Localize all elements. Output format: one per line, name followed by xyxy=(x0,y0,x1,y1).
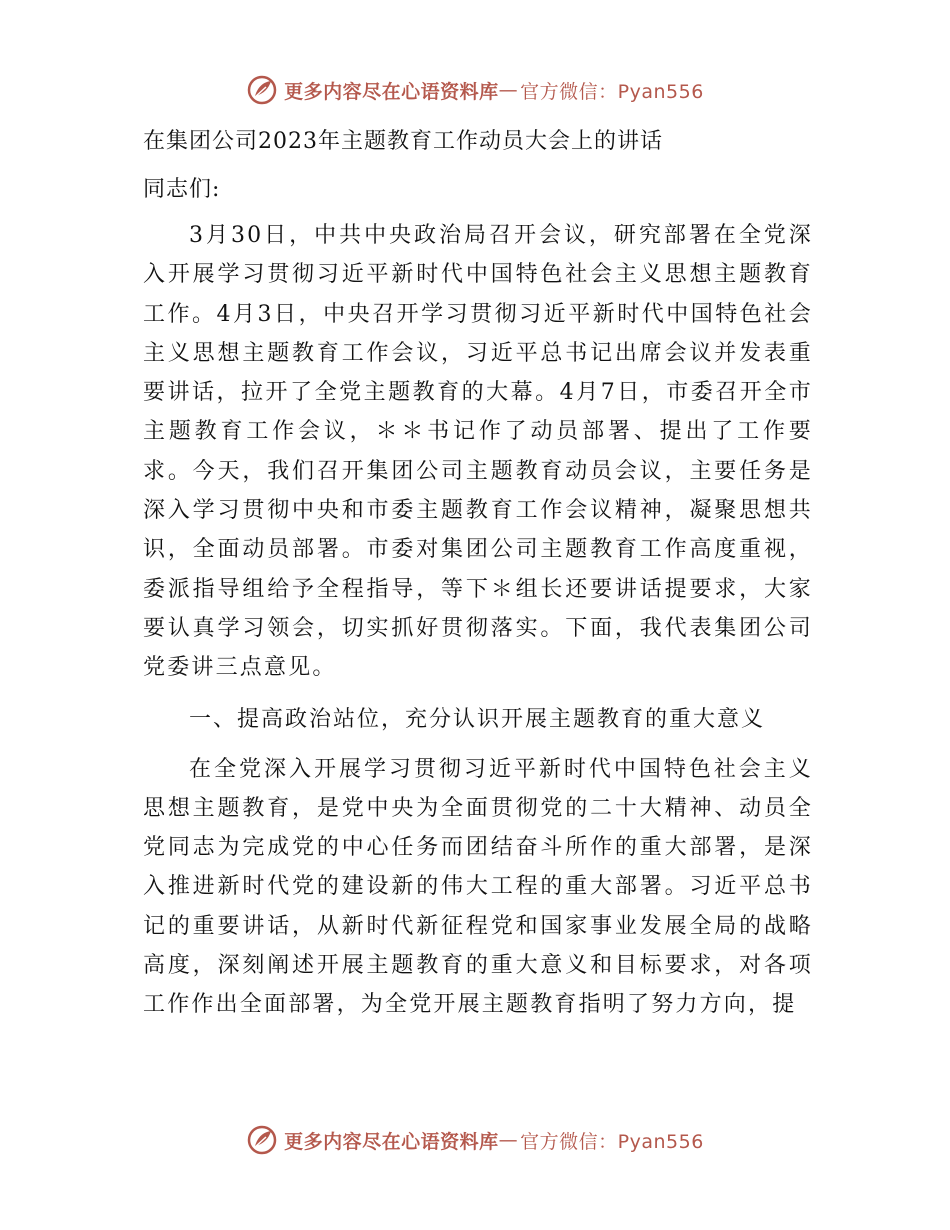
paragraph: 在全党深入开展学习贯彻习近平新时代中国特色社会主义思想主题教育，是党中央为全面贯彻党的二十大精神、动员全党同志为完成党的中心任务而团结奋斗所作的重大部署，是深入推进新时代党的建设新的伟大工程的重大部署。习近平总书记的重要讲话，从新时代新征程党和国家事业发展全局的战略高度，深刻阐述开展主题教育的重大意义和目标要求，对各项工作作出全面部署，为全党开展主题教育指明了努力方向，提 xyxy=(143,756,813,1018)
watermark-text: 更多内容尽在心语资料库 xyxy=(284,80,499,103)
watermark-contact: 官方微信：Pyan556 xyxy=(520,80,704,103)
header-watermark xyxy=(0,70,950,110)
footer-watermark xyxy=(0,1120,950,1160)
document-body xyxy=(143,120,813,1025)
leaf-logo-icon xyxy=(246,1124,278,1156)
salutation: 同志们: xyxy=(143,177,221,202)
watermark-text: 更多内容尽在心语资料库 xyxy=(284,1130,499,1153)
watermark-contact: 官方微信：Pyan556 xyxy=(520,1130,704,1153)
leaf-logo-icon xyxy=(246,74,278,106)
section-heading: 一、提高政治站位，充分认识开展主题教育的重大意义 xyxy=(189,706,766,732)
paragraph: 3月30日，中共中央政治局召开会议，研究部署在全党深入开展学习贯彻习近平新时代中国特色社会主义思想主题教育工作。4月3日，中央召开学习贯彻习近平新时代中国特色社会主义思想主题教育工作会议，习近平总书记出席会议并发表重要讲话，拉开了全党主题教育的大幕。4月7日，市委召开全市主题教育工作会议，＊＊书记作了动员部署、提出了工作要求。今天，我们召开集团公司主题教育动员会议，主要任务是深入学习贯彻中央和市委主题教育工作会议精神，凝聚思想共识，全面动员部署。市委对集团公司主题教育工作高度重视，委派指导组给予全程指导，等下＊组长还要讲话提要求，大家要认真学习领会，切实抓好贯彻落实。下面，我代表集团公司党委讲三点意见。 xyxy=(143,223,813,681)
document-title: 在集团公司2023年主题教育工作动员大会上的讲话 xyxy=(143,129,663,154)
watermark-dash: — xyxy=(498,79,519,101)
watermark-dash: — xyxy=(498,1129,519,1151)
